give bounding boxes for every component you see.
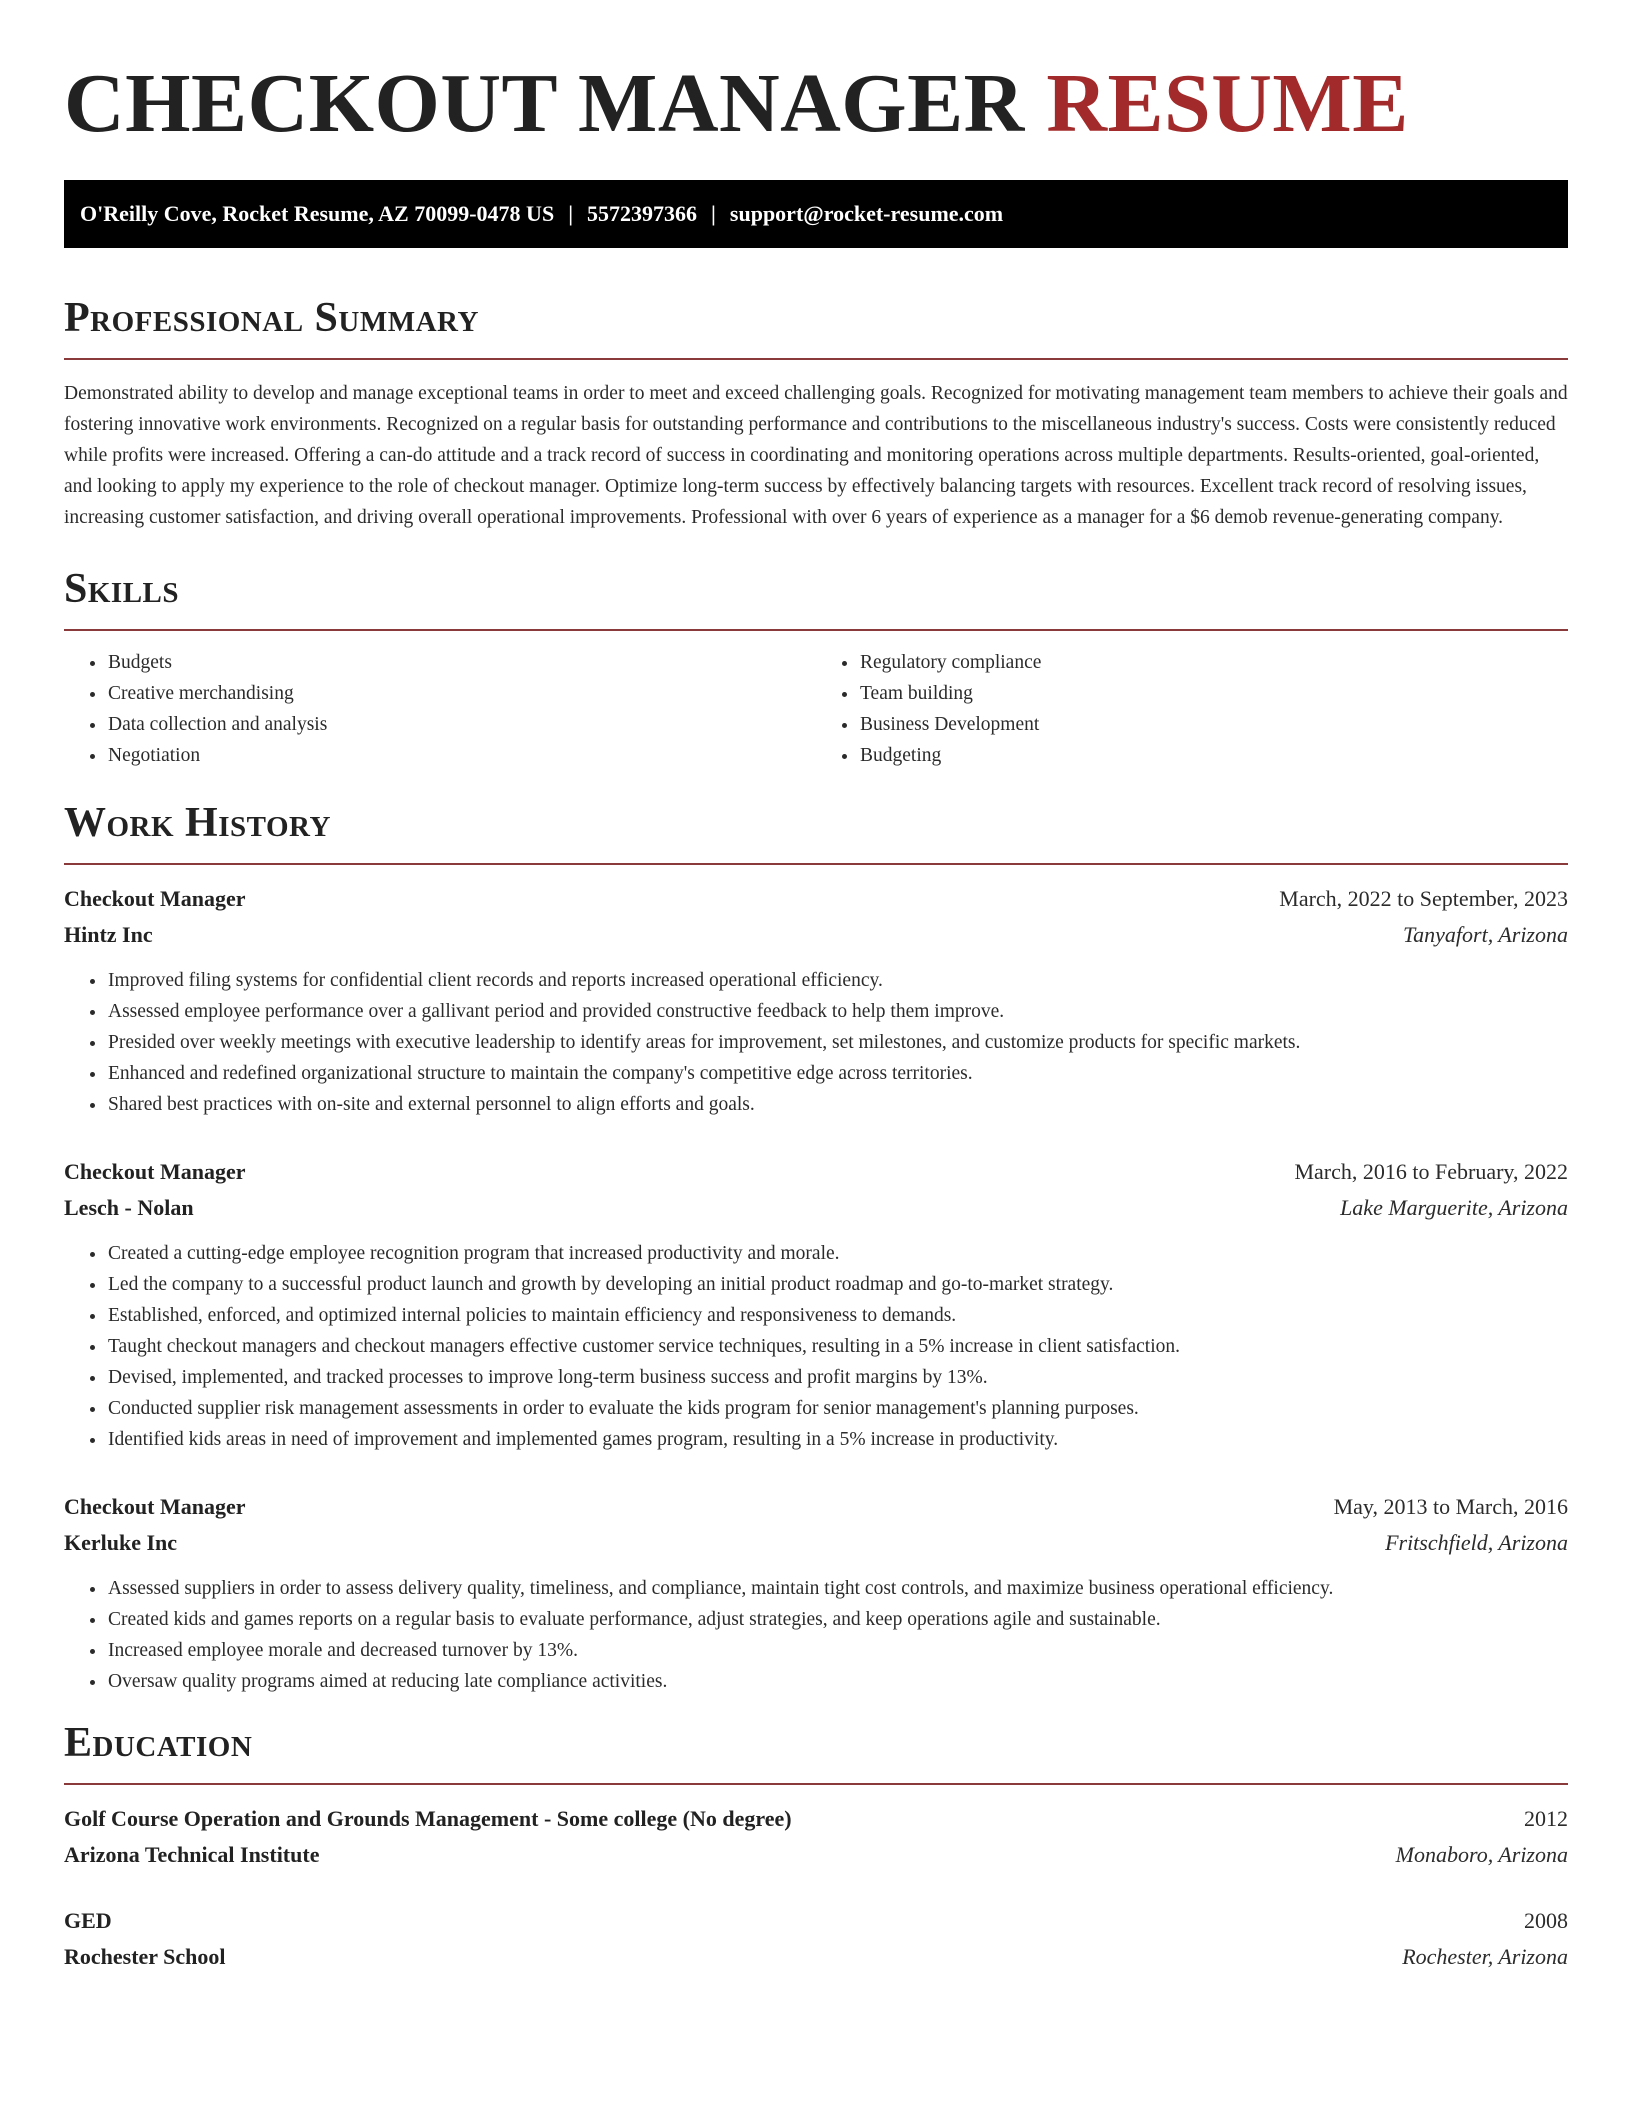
job-bullet: • Identified kids areas in need of improvement and implemented games program, resulting in a 5% increase in productivity. [107,1424,1568,1455]
job-bullet: • Assessed suppliers in order to assess delivery quality, timeliness, and compliance, maintain tight cost controls, and maximize business operational efficiency. [107,1573,1568,1604]
job-title: Checkout Manager [64,886,246,911]
section-divider [64,863,1568,865]
education-entry [64,1801,1568,1873]
job-dates: May, 2013 to March, 2016 [1333,1494,1568,1519]
contact-bar [64,180,1568,248]
skills-list-left [64,647,816,771]
education-school-row [64,1837,1568,1873]
skills-columns [64,647,1568,771]
skills-list-right [816,647,1568,771]
education-year: 2008 [1524,1908,1568,1933]
education-degree: Golf Course Operation and Grounds Management - Some college (No degree) [64,1806,792,1831]
summary-text: Demonstrated ability to develop and manage exceptional teams in order to meet and exceed challenging goals. Recognized for motivating management team members to achieve their goals and fostering innovative work environments. Recognized on a regular basis for outstanding performance and contributions to the miscellaneous industry's success. Costs were consistently reduced while profits were increased. Offering a can-do attitude and a track record of success in coordinating and monitoring operations across multiple departments. Results-oriented, goal-oriented, and looking to apply my experience to the role of checkout manager. Optimize long-term success by effectively balancing targets with resources. Excellent track record of resolving issues, increasing customer satisfaction, and driving overall operational improvements. Professional with over 6 years of experience as a manager for a $6 demob revenue-generating company. [64,383,1568,528]
contact-address: O'Reilly Cove, Rocket Resume, AZ 70099-0478 US [80,201,555,226]
job-dates: March, 2022 to September, 2023 [1279,886,1568,911]
job-entry [64,1489,1568,1697]
skill-item: • Business Development [859,709,1568,740]
job-bullet: • Created a cutting-edge employee recognition program that increased productivity and morale. [107,1238,1568,1269]
skill-item: • Team building [859,678,1568,709]
job-bullet: • Devised, implemented, and tracked processes to improve long-term business success and profit margins by 13%. [107,1362,1568,1393]
job-company: Hintz Inc [64,922,153,947]
job-bullets [64,965,1568,1120]
job-dates: March, 2016 to February, 2022 [1294,1159,1568,1184]
section-heading-education: Education [64,1720,253,1766]
job-bullet: • Assessed employee performance over a gallivant period and provided constructive feedback to help them improve. [107,996,1568,1027]
education-degree: GED [64,1908,112,1933]
section-divider [64,629,1568,631]
section-divider [64,1783,1568,1785]
skills-section [64,565,1568,771]
job-bullet: • Established, enforced, and optimized internal policies to maintain efficiency and responsiveness to demands. [107,1300,1568,1331]
education-school: Arizona Technical Institute [64,1842,320,1867]
education-school: Rochester School [64,1944,226,1969]
job-bullets [64,1238,1568,1455]
skill-item: • Creative merchandising [107,678,816,709]
contact-phone: 5572397366 [587,201,698,226]
job-company: Kerluke Inc [64,1530,178,1555]
section-heading-summary: Professional Summary [64,295,479,341]
education-location: Rochester, Arizona [1402,1944,1568,1969]
title-accent: RESUME [1046,57,1409,150]
job-company-row [64,1525,1568,1561]
skill-item: • Regulatory compliance [859,647,1568,678]
job-title-row [64,1489,1568,1525]
page-title [64,0,1568,150]
job-bullet: • Led the company to a successful product launch and growth by developing an initial product roadmap and go-to-market strategy. [107,1269,1568,1300]
job-bullet: • Presided over weekly meetings with executive leadership to identify areas for improvement, set milestones, and customize products for specific markets. [107,1027,1568,1058]
job-bullet: • Increased employee morale and decreased turnover by 13%. [107,1635,1568,1666]
job-title-row [64,1154,1568,1190]
education-degree-row [64,1801,1568,1837]
contact-separator: | [568,201,574,226]
education-entry [64,1903,1568,1975]
contact-separator: | [711,201,716,226]
education-year: 2012 [1524,1806,1568,1831]
job-title: Checkout Manager [64,1494,246,1519]
work-history-section [64,799,1568,1697]
contact-email: support@rocket-resume.com [729,201,1004,226]
job-company-row [64,1190,1568,1226]
job-bullet: • Taught checkout managers and checkout managers effective customer service techniques, resulting in a 5% increase in client satisfaction. [107,1331,1568,1362]
job-bullets [64,1573,1568,1697]
job-company-row [64,917,1568,953]
education-degree-row [64,1903,1568,1939]
job-company: Lesch - Nolan [64,1195,194,1220]
job-location: Tanyafort, Arizona [1402,922,1568,947]
skill-item: • Budgeting [859,740,1568,771]
job-location: Fritschfield, Arizona [1385,1530,1568,1555]
job-title-row [64,881,1568,917]
education-location: Monaboro, Arizona [1395,1842,1568,1867]
skill-item: • Negotiation [107,740,816,771]
summary-section [64,294,1568,533]
job-bullet: • Shared best practices with on-site and external personnel to align efforts and goals. [107,1089,1568,1120]
skill-item: • Data collection and analysis [107,709,816,740]
section-heading-skills: Skills [64,566,180,612]
job-bullet: • Created kids and games reports on a regular basis to evaluate performance, adjust strategies, and keep operations agile and sustainable. [107,1604,1568,1635]
job-bullet: • Oversaw quality programs aimed at reducing late compliance activities. [107,1666,1568,1697]
job-title: Checkout Manager [64,1159,246,1184]
section-heading-work: Work History [64,800,331,846]
education-section [64,1719,1568,1975]
section-divider [64,358,1568,360]
job-entry [64,881,1568,1120]
job-bullet: • Improved filing systems for confidential client records and reports increased operational efficiency. [107,965,1568,996]
job-bullet: • Enhanced and redefined organizational structure to maintain the company's competitive edge across territories. [107,1058,1568,1089]
job-entry [64,1154,1568,1455]
job-bullet: • Conducted supplier risk management assessments in order to evaluate the kids program for senior management's planning purposes. [107,1393,1568,1424]
job-location: Lake Marguerite, Arizona [1340,1195,1568,1220]
title-main: CHECKOUT MANAGER [64,57,1025,150]
education-school-row [64,1939,1568,1975]
skill-item: • Budgets [107,647,816,678]
